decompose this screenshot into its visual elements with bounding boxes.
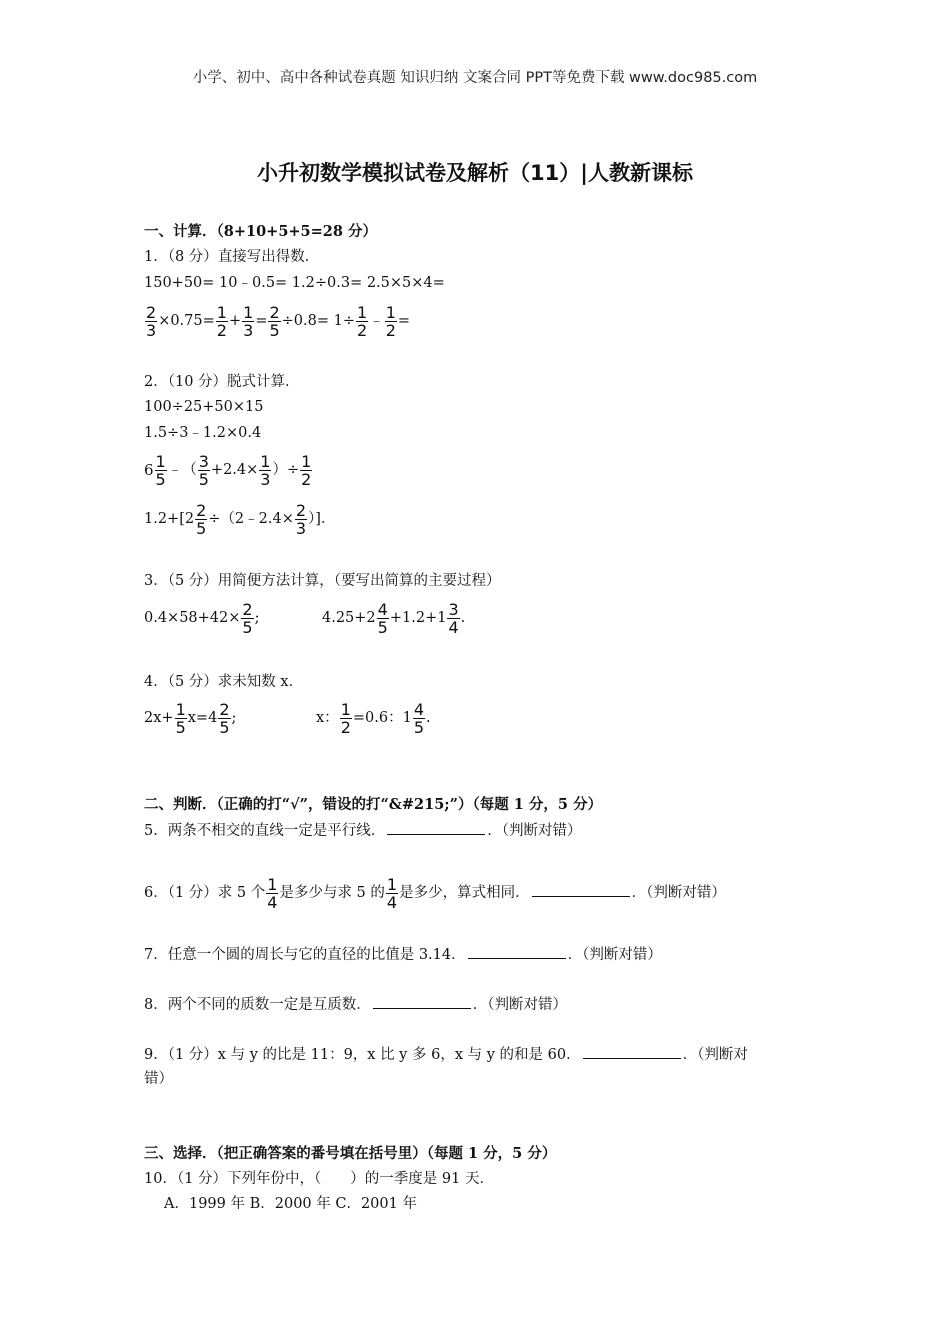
answer-blank[interactable] xyxy=(468,944,566,959)
q6-line: 6．（1 分）求 5 个 $\frac{1}{4}$ 是多少与求 5 的 $\frac{1}{4}$ 是多少，算式相同． ．（判断对错） xyxy=(144,874,726,912)
fraction: $\frac{2}{5}$ xyxy=(269,302,280,340)
fraction: $\frac{3}{5}$ xyxy=(198,451,209,489)
q9-line: 9．（1 分）x 与 y 的比是 11：9，x 比 y 多 6，x 与 y 的和是 60． ．（判断对 xyxy=(144,1044,748,1065)
fraction: $\frac{3}{4}$ xyxy=(448,599,459,637)
q2-expr1: 100÷25+50×15 xyxy=(144,399,264,415)
fraction: $\frac{1}{4}$ xyxy=(267,874,278,912)
q3-expr-a: 0.4×58+42× $\frac{2}{5}$ ; xyxy=(144,599,260,637)
q10-stem: 10．（1 分）下列年份中，（ ）的一季度是 91 天． xyxy=(144,1171,494,1187)
fraction: $\frac{1}{2}$ xyxy=(301,451,312,489)
fraction: $\frac{2}{5}$ xyxy=(219,699,230,737)
section-2-heading: 二、判断．（正确的打“√”，错设的打“&#215;”）（每题 1 分，5 分） xyxy=(144,796,603,813)
page-header: 小学、初中、高中各种试卷真题 知识归纳 文案合同 PPT等免费下载 www.doc985.com xyxy=(192,70,758,86)
q3-stem: 3．（5 分）用简便方法计算，（要写出简算的主要过程） xyxy=(144,573,501,589)
fraction: $\frac{2}{5}$ xyxy=(196,500,207,538)
q2-stem: 2．（10 分）脱式计算． xyxy=(144,374,300,390)
fraction: $\frac{1}{4}$ xyxy=(386,874,398,912)
fraction: $\frac{2}{5}$ xyxy=(242,599,253,637)
answer-blank[interactable] xyxy=(373,994,471,1009)
fraction: $\frac{2}{3}$ xyxy=(146,302,157,340)
fraction: $\frac{1}{2}$ xyxy=(385,302,396,340)
q4-stem: 4．（5 分）求未知数 x． xyxy=(144,674,304,690)
fraction: $\frac{1}{5}$ xyxy=(175,699,186,737)
section-3-heading: 三、选择．（把正确答案的番号填在括号里）（每题 1 分，5 分） xyxy=(144,1145,557,1162)
q4-expr-a: 2x+ $\frac{1}{5}$ x=4 $\frac{2}{5}$ ; xyxy=(144,699,237,737)
q7-line: 7．任意一个圆的周长与它的直径的比值是 3.14． ．（判断对错） xyxy=(144,944,662,965)
fraction: $\frac{4}{5}$ xyxy=(377,599,388,637)
fraction: $\frac{1}{3}$ xyxy=(260,451,271,489)
q2-expr3: 6 $\frac{1}{5}$ ﹣（ $\frac{3}{5}$ +2.4× $\frac{1}{3}$ ）÷ $\frac{1}{2}$ xyxy=(144,451,312,489)
fraction: $\frac{2}{3}$ xyxy=(295,500,307,538)
q1-stem: 1．（8 分）直接写出得数． xyxy=(144,249,320,265)
q1-line2: $\frac{2}{3}$ ×0.75= $\frac{1}{2}$ + $\frac{1}{3}$ = $\frac{2}{5}$ ÷0.8= 1÷ $\frac{1}{2}$ ﹣ $\frac{1}{2}$ = xyxy=(146,302,411,340)
fraction: $\frac{4}{5}$ xyxy=(413,699,424,737)
q9-wrap: 错） xyxy=(144,1071,173,1087)
q4-expr-b: x： $\frac{1}{2}$ =0.6：1 $\frac{4}{5}$ . xyxy=(316,699,431,737)
q5-line: 5．两条不相交的直线一定是平行线． ．（判断对错） xyxy=(144,820,581,841)
q8-line: 8．两个不同的质数一定是互质数． ．（判断对错） xyxy=(144,994,567,1015)
fraction: $\frac{1}{2}$ xyxy=(216,302,227,340)
q2-expr4: 1.2+[2 $\frac{2}{5}$ ÷（2﹣2.4× $\frac{2}{3}$ ）]． xyxy=(144,500,336,538)
mixed-number: 6 $\frac{1}{5}$ xyxy=(144,451,166,489)
page-title: 小升初数学模拟试卷及解析（11）|人教新课标 xyxy=(257,161,693,185)
q3-expr-b: 4.25+2 $\frac{4}{5}$ +1.2+1 $\frac{3}{4}$ . xyxy=(322,599,466,637)
answer-blank[interactable] xyxy=(532,882,630,897)
section-1-heading: 一、计算．（8+10+5+5=28 分） xyxy=(144,223,378,240)
fraction: $\frac{1}{3}$ xyxy=(243,302,254,340)
q1-line1: 150+50= 10﹣0.5= 1.2÷0.3= 2.5×5×4= xyxy=(144,275,445,291)
q2-expr2: 1.5÷3﹣1.2×0.4 xyxy=(144,425,262,441)
q10-options: A．1999 年 B．2000 年 C．2001 年 xyxy=(164,1196,417,1212)
fraction: $\frac{1}{2}$ xyxy=(340,699,351,737)
fraction: $\frac{1}{2}$ xyxy=(357,302,368,340)
answer-blank[interactable] xyxy=(583,1044,681,1059)
answer-blank[interactable] xyxy=(387,820,485,835)
